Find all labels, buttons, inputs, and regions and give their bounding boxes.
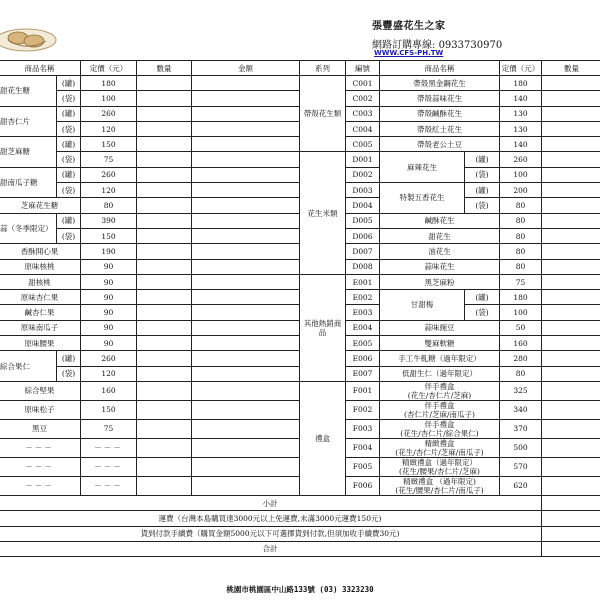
quantity-input-right[interactable] [542,400,600,419]
price-cell: 120 [81,183,137,198]
price-cell: 90 [81,274,137,289]
series-label: 禮盒 [300,381,346,495]
gift-box-contents: (杏仁片/芝麻/南瓜子) [404,409,475,419]
product-name-right: 帶殼紅土花生 [380,121,500,136]
order-form-table [0,60,600,557]
product-name-right: 低甜生仁（過年限定） [380,366,500,381]
gift-box-title: 伴手禮盒 [424,381,455,391]
price-cell-right: 80 [500,228,542,243]
series-label: 帶殼花生類 [300,76,346,152]
quantity-input[interactable] [137,336,192,351]
price-cell-right: 100 [500,305,542,320]
phone-number: 0933730970 [438,40,503,51]
price-cell: 150 [81,137,137,152]
product-row [0,274,600,289]
product-code: D006 [346,228,380,243]
quantity-input-right[interactable] [542,137,600,152]
pack-type: (罐) [57,213,81,228]
quantity-input-right[interactable] [542,457,600,476]
price-cell: －－－ [81,476,137,495]
product-code: F002 [346,400,380,419]
price-cell: 90 [81,320,137,335]
col-header-qty-right: 數量 [542,61,600,76]
pack-type-right: (罐) [465,152,500,167]
amount-cell [192,457,300,476]
col-header-name: 商品名稱 [0,61,81,76]
amount-cell [192,183,300,198]
product-code: E002 [346,290,380,305]
price-cell: －－－ [81,438,137,457]
quantity-input-right[interactable] [542,438,600,457]
price-cell: 90 [81,336,137,351]
amount-cell [192,336,300,351]
amount-cell [192,476,300,495]
quantity-input[interactable] [137,476,192,495]
pack-type: (袋) [57,183,81,198]
price-cell: －－－ [81,457,137,476]
quantity-input[interactable] [137,381,192,400]
pack-type: (袋) [57,121,81,136]
quantity-input-right[interactable] [542,305,600,320]
gift-box-contents: (花生/杏仁片/芝麻/南瓜子) [395,447,484,457]
pack-type: (罐) [57,351,81,366]
quantity-input-right[interactable] [542,228,600,243]
product-name: 甜核桃 [0,274,81,289]
total-row [0,541,600,556]
peanut-logo [0,0,62,54]
quantity-input[interactable] [137,274,192,289]
price-cell-right: 80 [500,366,542,381]
amount-cell [192,381,300,400]
quantity-input-right[interactable] [542,167,600,182]
price-cell-right: 80 [500,213,542,228]
product-row [0,152,600,167]
product-code: D005 [346,213,380,228]
quantity-input[interactable] [137,183,192,198]
quantity-input[interactable] [137,290,192,305]
price-cell: 100 [81,91,137,106]
product-code: C002 [346,91,380,106]
product-code: D003 [346,183,380,198]
col-header-series: 系列 [300,61,346,76]
pack-type: (罐) [57,137,81,152]
pack-type: (罐) [57,106,81,121]
product-name: 甜花生糖 [0,76,57,107]
product-code: C004 [346,121,380,136]
price-cell: 150 [81,400,137,419]
quantity-input-right[interactable] [542,91,600,106]
quantity-input[interactable] [137,305,192,320]
gift-box-title: 精緻禮盒 （過年限定) [403,476,476,486]
price-cell-right: 75 [500,274,542,289]
shipping-row-value[interactable] [542,511,600,526]
quantity-input-right[interactable] [542,244,600,259]
pack-type-right: (罐) [465,183,500,198]
product-name-right: 手工牛軋糖（過年限定） [380,351,500,366]
product-code: D007 [346,244,380,259]
pack-type-right: (罐) [465,290,500,305]
website-link[interactable]: WWW.CFS-PH.TW [374,49,444,57]
product-code: C001 [346,76,380,91]
product-name: 鹹杏仁果 [0,305,81,320]
price-cell: 260 [81,351,137,366]
amount-cell [192,167,300,182]
shipping-row-label: 運費（台灣本島購買達3000元以上免運費,未滿3000元運費150元) [0,511,542,526]
product-name: －－－ [0,438,81,457]
quantity-input-right[interactable] [542,290,600,305]
product-code: D008 [346,259,380,274]
col-header-code: 編號 [346,61,380,76]
price-cell: 160 [81,381,137,400]
product-name: 芝麻花生糖 [0,198,81,213]
product-code: E005 [346,336,380,351]
product-name-right: 特製五香花生 [380,183,465,214]
product-name: 原味杏仁果 [0,290,81,305]
price-cell: 75 [81,152,137,167]
amount-cell [192,213,300,228]
amount-cell [192,91,300,106]
product-code: D001 [346,152,380,167]
price-cell-right: 370 [500,419,542,438]
product-name-right: 黑芝麻粉 [380,274,500,289]
product-name: 甜杏仁片 [0,106,57,137]
quantity-input[interactable] [137,259,192,274]
pack-type: (罐) [57,167,81,182]
quantity-input-right[interactable] [542,152,600,167]
cod-fee-row-label: 貨到付款手續費（購買金額5000元以下可選擇貨到付款,但須加收手續費30元) [0,526,542,541]
product-name: 綜合堅果 [0,381,81,400]
product-name: 原味南瓜子 [0,320,81,335]
product-name-right: 蒜味花生 [380,259,500,274]
quantity-input-right[interactable] [542,476,600,495]
quantity-input[interactable] [137,167,192,182]
price-cell-right: 130 [500,106,542,121]
price-cell-right: 340 [500,400,542,419]
quantity-input-right[interactable] [542,121,600,136]
pack-type: (袋) [57,91,81,106]
gift-box-contents: (花生/杏仁片/綜合果仁) [400,428,479,438]
quantity-input-right[interactable] [542,366,600,381]
gift-box-name [380,400,500,419]
quantity-input[interactable] [137,121,192,136]
cod-fee-row [0,526,600,541]
pack-type: (袋) [57,228,81,243]
price-cell: 190 [81,244,137,259]
product-name: 黑豆 [0,419,81,438]
amount-cell [192,152,300,167]
amount-cell [192,438,300,457]
product-code: F006 [346,476,380,495]
amount-cell [192,244,300,259]
price-cell: 90 [81,259,137,274]
quantity-input[interactable] [137,351,192,366]
col-header-price: 定價（元） [81,61,137,76]
quantity-input[interactable] [137,244,192,259]
amount-cell [192,198,300,213]
total-row-label: 合計 [0,541,542,556]
price-cell: 150 [81,228,137,243]
price-cell: 120 [81,121,137,136]
product-name: 甜南瓜子糖 [0,167,57,198]
price-cell: 90 [81,305,137,320]
quantity-input[interactable] [137,76,192,91]
price-cell: 90 [81,290,137,305]
product-name: 原味核桃 [0,259,81,274]
quantity-input[interactable] [137,366,192,381]
col-header-qty: 數量 [137,61,192,76]
quantity-input[interactable] [137,198,192,213]
pack-type: (袋) [57,366,81,381]
amount-cell [192,137,300,152]
product-name-right: 帶殼老公土豆 [380,137,500,152]
amount-cell [192,106,300,121]
quantity-input-right[interactable] [542,336,600,351]
amount-cell [192,76,300,91]
price-cell-right: 325 [500,381,542,400]
price-cell-right: 140 [500,137,542,152]
quantity-input-right[interactable] [542,274,600,289]
price-cell: 180 [81,76,137,91]
quantity-input[interactable] [137,320,192,335]
quantity-input-right[interactable] [542,76,600,91]
price-cell-right: 620 [500,476,542,495]
product-name: 綜合果仁 [0,351,57,382]
subtotal-row [0,495,600,510]
product-name-right: 雙麻軟糖 [380,336,500,351]
quantity-input-right[interactable] [542,213,600,228]
price-cell-right: 50 [500,320,542,335]
pack-type-right: (袋) [465,305,500,320]
quantity-input[interactable] [137,137,192,152]
quantity-input-right[interactable] [542,419,600,438]
quantity-input[interactable] [137,457,192,476]
quantity-input[interactable] [137,228,192,243]
total-row-value[interactable] [542,541,600,556]
amount-cell [192,400,300,419]
price-cell-right: 80 [500,198,542,213]
price-cell: 390 [81,213,137,228]
quantity-input-right[interactable] [542,320,600,335]
gift-box-contents: (花生/腰果/杏仁片/南瓜子) [395,485,484,495]
price-cell-right: 200 [500,183,542,198]
price-cell: 260 [81,167,137,182]
price-cell-right: 570 [500,457,542,476]
store-address: 桃園市桃園區中山路133號 (03) 3323230 [226,585,374,594]
product-name-right: 油花生 [380,244,500,259]
price-cell-right: 260 [500,152,542,167]
gift-box-name [380,419,500,438]
quantity-input-right[interactable] [542,198,600,213]
shop-name: 張豐盛花生之家 [372,21,446,32]
amount-cell [192,305,300,320]
product-code: F001 [346,381,380,400]
amount-cell [192,366,300,381]
product-name: 香酥開心果 [0,244,81,259]
product-code: F005 [346,457,380,476]
price-cell-right: 130 [500,121,542,136]
cod-fee-row-value[interactable] [542,526,600,541]
gift-box-title: 伴手禮盒 [424,419,455,429]
product-code: E003 [346,305,380,320]
pack-type-right: (袋) [465,198,500,213]
shipping-row [0,511,600,526]
col-header-price-right: 定價（元） [500,61,542,76]
quantity-input-right[interactable] [542,381,600,400]
product-name: 原味腰果 [0,336,81,351]
product-code: D004 [346,198,380,213]
quantity-input[interactable] [137,152,192,167]
amount-cell [192,274,300,289]
price-cell: 120 [81,366,137,381]
pack-type: (袋) [57,152,81,167]
pack-type-right: (袋) [465,167,500,182]
product-name-right: 帶殼鹹酥花生 [380,106,500,121]
product-code: F003 [346,419,380,438]
product-code: E001 [346,274,380,289]
product-code: E006 [346,351,380,366]
gift-box-title: 精緻禮盒（過年限定） [402,457,477,467]
product-code: C005 [346,137,380,152]
price-cell-right: 80 [500,259,542,274]
product-code: E007 [346,366,380,381]
pack-type: (罐) [57,76,81,91]
col-header-name-right: 商品名稱 [380,61,500,76]
price-cell-right: 280 [500,351,542,366]
quantity-input[interactable] [137,419,192,438]
price-cell: 80 [81,198,137,213]
product-code: D002 [346,167,380,182]
quantity-input-right[interactable] [542,106,600,121]
gift-box-name [380,381,500,400]
product-name: 蒜（冬季限定） [0,213,57,244]
price-cell-right: 160 [500,336,542,351]
gift-box-name [380,476,500,495]
subtotal-row-label: 小計 [0,495,542,510]
quantity-input[interactable] [137,213,192,228]
product-name: －－－ [0,476,81,495]
product-code: C003 [346,106,380,121]
amount-cell [192,259,300,274]
series-label: 其他熱銷商品 [300,274,346,381]
header-row [0,61,600,76]
product-name: 甜芝麻糖 [0,137,57,168]
product-name-right: 帶殼黑金鋼花生 [380,76,500,91]
product-name-right: 麻辣花生 [380,152,465,183]
amount-cell [192,290,300,305]
price-cell-right: 180 [500,76,542,91]
gift-box-title: 精緻禮盒 [424,438,455,448]
price-cell: 75 [81,419,137,438]
quantity-input-right[interactable] [542,259,600,274]
gift-box-name [380,457,500,476]
price-cell-right: 180 [500,290,542,305]
price-cell-right: 140 [500,91,542,106]
phone-label: 網路訂購專線: [372,40,436,51]
product-name: 原味松子 [0,400,81,419]
quantity-input[interactable] [137,106,192,121]
product-name: －－－ [0,457,81,476]
product-name-right: 鹹酥花生 [380,213,500,228]
amount-cell [192,228,300,243]
gift-box-title: 伴手禮盒 [424,400,455,410]
price-cell-right: 80 [500,244,542,259]
product-code: F004 [346,438,380,457]
col-header-amount: 金額 [192,61,300,76]
price-cell: 260 [81,106,137,121]
gift-box-contents: (花生/腰果/杏仁片/芝麻) [399,466,480,476]
amount-cell [192,351,300,366]
quantity-input-right[interactable] [542,183,600,198]
quantity-input-right[interactable] [542,351,600,366]
gift-row [0,381,600,400]
gift-box-contents: (花生/杏仁片/芝麻) [407,390,472,400]
gift-box-name [380,438,500,457]
quantity-input[interactable] [137,400,192,419]
product-name-right: 甘甜梅 [380,290,465,321]
product-code: E004 [346,320,380,335]
quantity-input[interactable] [137,438,192,457]
amount-cell [192,320,300,335]
subtotal-row-value[interactable] [542,495,600,510]
product-name-right: 甜花生 [380,228,500,243]
product-name-right: 帶殼蒜味花生 [380,91,500,106]
quantity-input[interactable] [137,91,192,106]
price-cell-right: 500 [500,438,542,457]
amount-cell [192,121,300,136]
product-row [0,76,600,91]
price-cell-right: 100 [500,167,542,182]
series-label: 花生米類 [300,152,346,274]
amount-cell [192,419,300,438]
product-name-right: 蒜味豌豆 [380,320,500,335]
